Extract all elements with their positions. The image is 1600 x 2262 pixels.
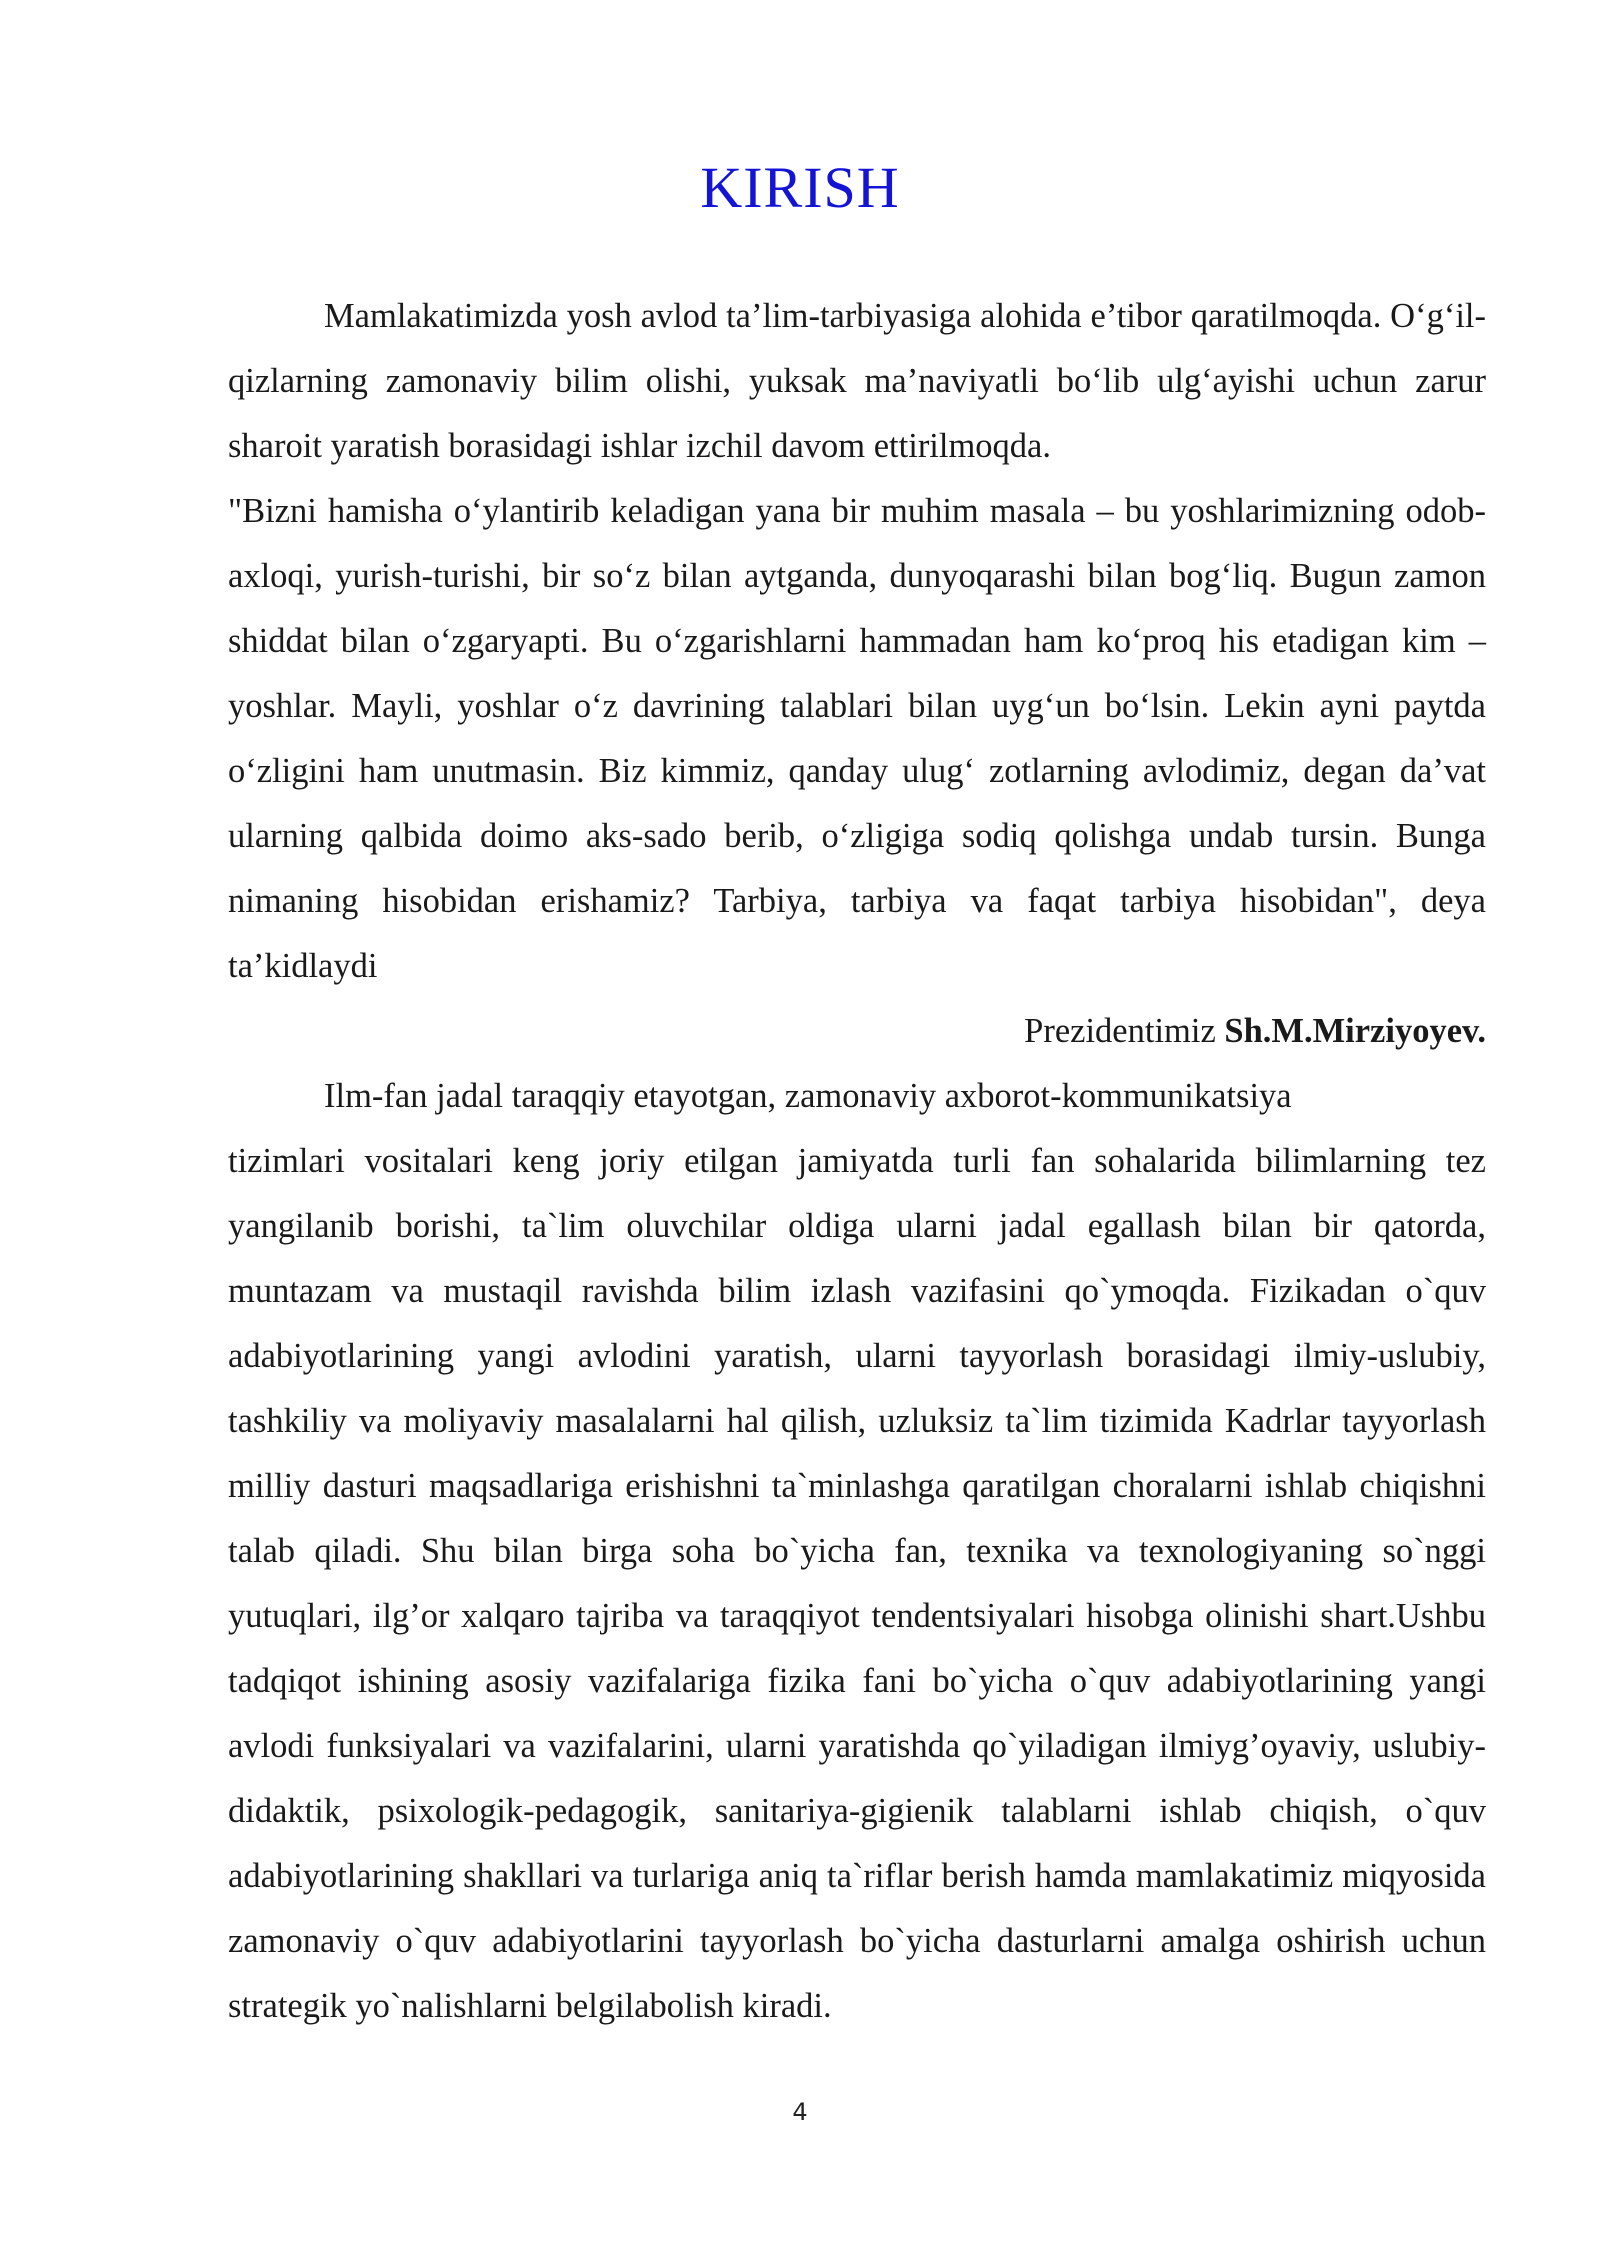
signature-prefix: Prezidentimiz — [1024, 1012, 1216, 1050]
quote-signature — [228, 999, 1486, 1064]
intro-paragraph: Mamlakatimizda yosh avlod ta’lim-tarbiyasiga alohida e’tibor qaratilmoqda. O‘g‘il-qizlarning zamonaviy bilim olishi, yuksak ma’naviyatli bo‘lib ulg‘ayishi uchun zarur sharoit yaratish borasidagi ishlar izchil davom ettirilmoqda. — [228, 297, 1486, 465]
main-paragraph-body: tizimlari vositalari keng joriy etilgan jamiyatda turli fan sohalarida bilimlarning tez yangilanib borishi, ta`lim oluvchilar oldiga ularni jadal egallash bilan bir qatorda, muntazam va mustaqil ravishda bilim izlash vazifasini qo`ymoqda. Fizikadan o`quv adabiyotlarining yangi avlodini yaratish, ularni tayyorlash borasidagi ilmiy-uslubiy, tashkiliy va moliyaviy masalalarni hal qilish, uzluksiz ta`lim tizimida Kadrlar tayyorlash milliy dasturi maqsadlariga erishishni ta`minlashga qaratilgan choralarni ishlab chiqishni talab qiladi. Shu bilan birga soha bo`yicha fan, texnika va texnologiyaning so`nggi yutuqlari, ilg’or xalqaro tajriba va taraqqiyot tendentsiyalari hisobga olinishi shart.Ushbu tadqiqot ishining asosiy vazifalariga fizika fani bo`yicha o`quv adabiyotlarining yangi avlodi funksiyalari va vazifalarini, ularni yaratishda qo`yiladigan ilmiyg’oyaviy, uslubiy-didaktik, psixologik-pedagogik, sanitariya-gigienik talablarni ishlab chiqish, o`quv adabiyotlarining shakllari va turlariga aniq ta`riflar berish hamda mamlakatimiz miqyosida zamonaviy o`quv adabiyotlarini tayyorlash bo`yicha dasturlarni amalga oshirish uchun strategik yo`nalishlarni belgilabolish kiradi. — [228, 1142, 1486, 2025]
signature-name: Sh.M.Mirziyoyev. — [1224, 1012, 1486, 1050]
page-number: 4 — [792, 2098, 808, 2126]
main-paragraph-first-line: Ilm-fan jadal taraqqiy etayotgan, zamonaviy axborot-kommunikatsiya — [324, 1077, 1292, 1115]
page-title: KIRISH — [700, 155, 900, 220]
president-quote: "Bizni hamisha o‘ylantirib keladigan yana bir muhim masala – bu yoshlarimizning odob-axloqi, yurish-turishi, bir so‘z bilan aytganda, dunyoqarashi bilan bog‘liq. Bugun zamon shiddat bilan o‘zgaryapti. Bu o‘zgarishlarni hammadan ham ko‘proq his etadigan kim – yoshlar. Mayli, yoshlar o‘z davrining talablari bilan uyg‘un bo‘lsin. Lekin ayni paytda o‘zligini ham unutmasin. Biz kimmiz, qanday ulug‘ zotlarning avlodimiz, degan da’vat ularning qalbida doimo aks-sado berib, o‘zligiga sodiq qolishga undab tursin. Bunga nimaning hisobidan erishamiz? Tarbiya, tarbiya va faqat tarbiya hisobidan", deya ta’kidlaydi — [228, 492, 1486, 985]
document-body — [228, 284, 1486, 2039]
